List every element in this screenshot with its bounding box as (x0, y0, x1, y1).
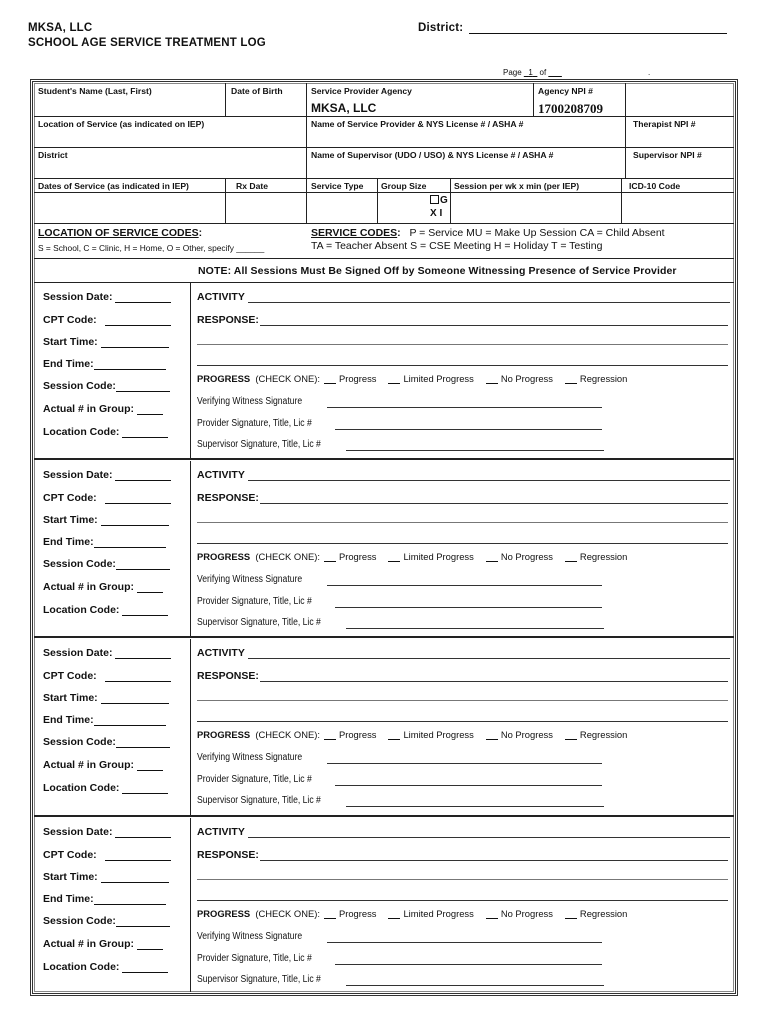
icd10-label: ICD-10 Code (629, 181, 681, 191)
response-label: RESPONSE: (197, 849, 259, 861)
progress-options: PROGRESS (CHECK ONE): Progress Limited Progress No Progress Regression (197, 551, 628, 562)
witness-signature-line[interactable] (327, 763, 602, 764)
response-line[interactable] (260, 503, 728, 504)
district-field[interactable] (418, 22, 727, 34)
regression-checkbox[interactable] (565, 552, 577, 562)
start-time-field[interactable]: Start Time: (43, 336, 169, 348)
session-code-field[interactable]: Session Code: (43, 558, 170, 570)
session-block (34, 283, 734, 458)
session-date-field[interactable]: Session Date: (43, 647, 171, 659)
therapist-npi-label: Therapist NPI # (633, 119, 696, 129)
session-block (34, 461, 734, 636)
progress-options: PROGRESS (CHECK ONE): Progress Limited Progress No Progress Regression (197, 908, 628, 919)
provider-signature-line[interactable] (335, 785, 602, 786)
witness-signature-label: Verifying Witness Signature (197, 574, 303, 585)
supervisor-npi-label: Supervisor NPI # (633, 150, 702, 160)
cpt-code-field[interactable]: CPT Code: (43, 849, 171, 861)
agency-value: MKSA, LLC (311, 101, 377, 115)
response-label: RESPONSE: (197, 492, 259, 504)
agency-npi-label: Agency NPI # (538, 86, 593, 96)
response-line-2[interactable] (197, 700, 728, 701)
location-label: Location of Service (as indicated on IEP) (38, 119, 205, 129)
response-line-3[interactable] (197, 543, 728, 544)
witness-signature-label: Verifying Witness Signature (197, 752, 303, 763)
session-date-field[interactable]: Session Date: (43, 469, 171, 481)
service-codes: SERVICE CODES: P = Service MU = Make Up Session CA = Child Absent (311, 227, 665, 239)
activity-label: ACTIVITY (197, 647, 245, 659)
progress-checkbox[interactable] (324, 909, 336, 919)
response-line-2[interactable] (197, 344, 728, 345)
limited-progress-checkbox[interactable] (388, 730, 400, 740)
agency-label: Service Provider Agency (311, 86, 412, 96)
supervisor-signature-line[interactable] (346, 985, 604, 986)
limited-progress-checkbox[interactable] (388, 552, 400, 562)
start-time-field[interactable]: Start Time: (43, 871, 169, 883)
provider-signature-label: Provider Signature, Title, Lic # (197, 774, 312, 785)
activity-label: ACTIVITY (197, 826, 245, 838)
district-cell-label: District (38, 150, 68, 160)
response-label: RESPONSE: (197, 670, 259, 682)
regression-checkbox[interactable] (565, 909, 577, 919)
location-code-field[interactable]: Location Code: (43, 426, 168, 438)
location-codes-list: S = School, C = Clinic, H = Home, O = Other, specify ______ (38, 243, 265, 253)
location-code-field[interactable]: Location Code: (43, 604, 168, 616)
page-dot: . (648, 68, 651, 77)
no-progress-checkbox[interactable] (486, 552, 498, 562)
group-size-label: Group Size (381, 181, 427, 191)
progress-options: PROGRESS (CHECK ONE): Progress Limited Progress No Progress Regression (197, 729, 628, 740)
page-total[interactable]: ___ (548, 68, 562, 77)
activity-line[interactable] (248, 837, 730, 838)
start-time-field[interactable]: Start Time: (43, 514, 169, 526)
signoff-note: NOTE: All Sessions Must Be Signed Off by Someone Witnessing Presence of Service Provider (198, 265, 677, 277)
location-code-field[interactable]: Location Code: (43, 961, 168, 973)
service-type-label: Service Type (311, 181, 364, 191)
page-number (503, 68, 650, 77)
activity-label: ACTIVITY (197, 291, 245, 303)
cpt-code-field[interactable]: CPT Code: (43, 314, 171, 326)
page-of-label: of (539, 68, 547, 77)
location-code-field[interactable]: Location Code: (43, 782, 168, 794)
dob-label: Date of Birth (231, 86, 283, 96)
supervisor-name-label: Name of Supervisor (UDO / USO) & NYS License # / ASHA # (311, 150, 554, 160)
progress-options: PROGRESS (CHECK ONE): Progress Limited Progress No Progress Regression (197, 373, 628, 384)
supervisor-signature-line[interactable] (346, 628, 604, 629)
provider-signature-label: Provider Signature, Title, Lic # (197, 953, 312, 964)
provider-signature-label: Provider Signature, Title, Lic # (197, 596, 312, 607)
session-date-field[interactable]: Session Date: (43, 826, 171, 838)
response-line[interactable] (260, 860, 728, 861)
supervisor-signature-label: Supervisor Signature, Title, Lic # (197, 617, 321, 628)
end-time-field[interactable]: End Time: (43, 714, 166, 726)
end-time-field[interactable]: End Time: (43, 536, 166, 548)
progress-checkbox[interactable] (324, 730, 336, 740)
session-block (34, 639, 734, 815)
end-time-field[interactable]: End Time: (43, 358, 166, 370)
district-label: District: (418, 22, 464, 34)
form-title: SCHOOL AGE SERVICE TREATMENT LOG (28, 37, 266, 49)
rx-date-label: Rx Date (236, 181, 268, 191)
provider-signature-label: Provider Signature, Title, Lic # (197, 418, 312, 429)
progress-checkbox[interactable] (324, 374, 336, 384)
cpt-code-field[interactable]: CPT Code: (43, 670, 171, 682)
response-line-3[interactable] (197, 721, 728, 722)
cpt-code-field[interactable]: CPT Code: (43, 492, 171, 504)
provider-name-label: Name of Service Provider & NYS License # / ASHA # (311, 119, 524, 129)
progress-checkbox[interactable] (324, 552, 336, 562)
response-line[interactable] (260, 325, 728, 326)
witness-signature-label: Verifying Witness Signature (197, 931, 303, 942)
company-name: MKSA, LLC (28, 22, 93, 34)
witness-signature-line[interactable] (327, 585, 602, 586)
agency-npi-value: 1700208709 (538, 101, 603, 116)
group-g-option[interactable]: G (430, 195, 448, 206)
service-codes-line1: P = Service MU = Make Up Session CA = Child Absent (409, 227, 665, 239)
activity-label: ACTIVITY (197, 469, 245, 481)
actual-in-group-field[interactable]: Actual # in Group: (43, 403, 163, 415)
response-line-3[interactable] (197, 365, 728, 366)
session-date-field[interactable]: Session Date: (43, 291, 171, 303)
activity-line[interactable] (248, 480, 730, 481)
service-codes-line2: TA = Teacher Absent S = CSE Meeting H = Holiday T = Testing (311, 240, 603, 252)
page-current: _1_ (523, 68, 538, 77)
actual-in-group-field[interactable]: Actual # in Group: (43, 759, 163, 771)
district-blank[interactable] (469, 22, 727, 34)
session-code-field[interactable]: Session Code: (43, 915, 170, 927)
regression-checkbox[interactable] (565, 730, 577, 740)
page-label: Page (503, 68, 522, 77)
actual-in-group-field[interactable]: Actual # in Group: (43, 938, 163, 950)
supervisor-signature-line[interactable] (346, 806, 604, 807)
end-time-field[interactable]: End Time: (43, 893, 166, 905)
session-code-field[interactable]: Session Code: (43, 736, 170, 748)
provider-signature-line[interactable] (335, 429, 602, 430)
session-block (34, 818, 734, 992)
student-name-label: Student's Name (Last, First) (38, 86, 152, 96)
checkbox-icon (430, 195, 439, 204)
witness-signature-line[interactable] (327, 942, 602, 943)
response-line-2[interactable] (197, 522, 728, 523)
session-code-field[interactable]: Session Code: (43, 380, 170, 392)
response-line[interactable] (260, 681, 728, 682)
supervisor-signature-label: Supervisor Signature, Title, Lic # (197, 439, 321, 450)
actual-in-group-field[interactable]: Actual # in Group: (43, 581, 163, 593)
activity-line[interactable] (248, 302, 730, 303)
response-line-3[interactable] (197, 900, 728, 901)
provider-signature-line[interactable] (335, 607, 602, 608)
dates-of-service-label: Dates of Service (as indicated in IEP) (38, 181, 189, 191)
no-progress-checkbox[interactable] (486, 730, 498, 740)
limited-progress-checkbox[interactable] (388, 374, 400, 384)
supervisor-signature-label: Supervisor Signature, Title, Lic # (197, 795, 321, 806)
activity-line[interactable] (248, 658, 730, 659)
no-progress-checkbox[interactable] (486, 909, 498, 919)
group-xi-option: X I (430, 208, 443, 219)
response-line-2[interactable] (197, 879, 728, 880)
supervisor-signature-label: Supervisor Signature, Title, Lic # (197, 974, 321, 985)
start-time-field[interactable]: Start Time: (43, 692, 169, 704)
provider-signature-line[interactable] (335, 964, 602, 965)
regression-checkbox[interactable] (565, 374, 577, 384)
no-progress-checkbox[interactable] (486, 374, 498, 384)
witness-signature-label: Verifying Witness Signature (197, 396, 303, 407)
witness-signature-line[interactable] (327, 407, 602, 408)
location-codes-title: LOCATION OF SERVICE CODES: (38, 227, 203, 239)
session-per-wk-label: Session per wk x min (per IEP) (454, 181, 580, 191)
supervisor-signature-line[interactable] (346, 450, 604, 451)
limited-progress-checkbox[interactable] (388, 909, 400, 919)
response-label: RESPONSE: (197, 314, 259, 326)
